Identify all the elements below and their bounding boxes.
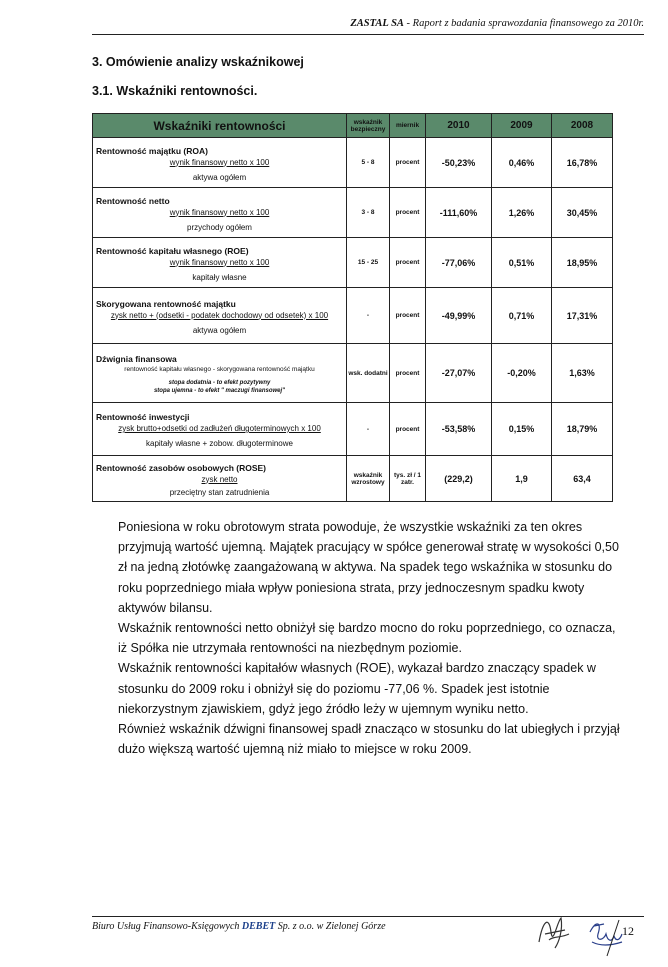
section-heading-3-1: 3.1. Wskaźniki rentowności. [92, 84, 258, 98]
indicator-formula [93, 208, 346, 232]
formula-numerator: zysk netto [201, 474, 238, 484]
safe-value: 3 - 8 [347, 188, 390, 238]
formula-note-negative: stopa ujemna - to efekt " maczugi finansowej" [153, 387, 286, 394]
paragraph: Wskaźnik rentowności kapitałów własnych (ROE), wykazał bardzo znaczący spadek w stosunku do 2009 roku i obniżył się do poziomu -77,06 %. Spadek jest istotnie niekorzystnym zjawiskiem, gdyż jego źródło leży w ujemnym wyniku netto. [118, 661, 596, 716]
value-2009: 1,26% [492, 188, 552, 238]
indicator-name: Rentowność kapitału własnego (ROE) [96, 245, 249, 256]
value-2009: -0,20% [492, 344, 552, 403]
formula-denominator: kapitały własne [192, 272, 247, 282]
formula-numerator: wynik finansowy netto x 100 [169, 207, 270, 217]
footer-brand: DEBET [241, 921, 276, 932]
indicator-name: Rentowność inwestycji [96, 412, 190, 422]
value-2008: 18,95% [552, 238, 613, 288]
measure: tys. zł / 1 zatr. [390, 456, 426, 502]
header-company: ZASTAL SA [350, 18, 404, 29]
table-row [93, 138, 613, 188]
value-2008: 1,63% [552, 344, 613, 403]
value-2010: -50,23% [426, 138, 492, 188]
indicator-formula [93, 475, 346, 497]
measure: procent [390, 344, 426, 403]
indicator-cell [93, 456, 347, 502]
indicator-formula [93, 311, 346, 335]
indicator-cell [93, 288, 347, 344]
formula-numerator: zysk brutto+odsetki od zadłużeń długoterminowych x 100 [118, 424, 321, 433]
formula-numerator: wynik finansowy netto x 100 [169, 157, 270, 167]
formula-denominator: przychody ogółem [187, 222, 252, 232]
paragraph: Również wskaźnik dźwigni finansowej spadł znacząco w stosunku do lat ubiegłych i przyjął dużo większą wartość ujemną niż miało to miejsce w roku 2009. [118, 722, 620, 757]
indicator-formula [93, 366, 346, 395]
measure: procent [390, 188, 426, 238]
table-row [93, 288, 613, 344]
signature-1-icon [535, 912, 575, 954]
measure: procent [390, 238, 426, 288]
indicator-formula [93, 258, 346, 282]
footer-company: Sp. z o.o. w Zielonej Górze [275, 921, 386, 932]
page-header [92, 18, 644, 35]
footer-office: Biuro Usług Finansowo-Księgowych [92, 921, 242, 932]
indicator-name: Skorygowana rentowność majątku [96, 298, 236, 309]
safe-value: 15 - 25 [347, 238, 390, 288]
value-2010: -53,58% [426, 403, 492, 456]
indicator-cell [93, 403, 347, 456]
value-2010: -27,07% [426, 344, 492, 403]
indicator-name: Rentowność netto [96, 195, 170, 206]
section-heading-3: 3. Omówienie analizy wskaźnikowej [92, 55, 304, 69]
indicator-cell [93, 188, 347, 238]
page-number: 12 [622, 924, 634, 938]
safe-value: - [347, 403, 390, 456]
formula-numerator: wynik finansowy netto x 100 [169, 257, 270, 267]
indicator-cell [93, 138, 347, 188]
safe-value: wsk. dodatni [347, 344, 390, 403]
indicators-table [92, 113, 613, 502]
formula-denominator: kapitały własne + zobow. długoterminowe [146, 439, 293, 448]
formula-note-positive: stopa dodatnia - to efekt pozytywny [168, 379, 271, 386]
header-report: - Raport z badania sprawozdania finansowego za 2010r. [403, 18, 644, 29]
value-2009: 0,51% [492, 238, 552, 288]
header-2009: 2009 [492, 114, 552, 138]
header-indicators: Wskaźniki rentowności [93, 114, 347, 138]
value-2008: 17,31% [552, 288, 613, 344]
page-slash-icon [605, 918, 621, 958]
value-2010: -77,06% [426, 238, 492, 288]
formula-denominator: aktywa ogółem [192, 172, 247, 182]
value-2009: 0,46% [492, 138, 552, 188]
table-row [93, 344, 613, 403]
header-safe: wskaźnik bezpieczny [347, 114, 390, 138]
measure: procent [390, 403, 426, 456]
formula-denominator: aktywa ogółem [192, 325, 247, 335]
value-2010: -49,99% [426, 288, 492, 344]
measure: procent [390, 138, 426, 188]
safe-value: 5 - 8 [347, 138, 390, 188]
commentary [118, 517, 623, 759]
formula-numerator: zysk netto + (odsetki - podatek dochodowy od odsetek) x 100 [110, 310, 329, 320]
indicator-cell [93, 344, 347, 403]
paragraph: Poniesiona w roku obrotowym strata powoduje, że wszystkie wskaźniki za ten okres przyjmują wartość ujemną. Majątek pracujący w spółce generował stratę w wysokości 0,50 zł na jedną złotówkę zaangażowaną w aktywa. Na spadek tego wskaźnika w stosunku do roku poprzedniego miała wpływ poniesiona strata, przy jednoczesnym spadku kwoty aktywów bilansu. [118, 520, 619, 615]
indicator-formula [93, 424, 346, 448]
value-2009: 0,71% [492, 288, 552, 344]
header-2008: 2008 [552, 114, 613, 138]
indicator-name: Rentowność majątku (ROA) [96, 145, 208, 156]
safe-value: wskaźnik wzrostowy [347, 456, 390, 502]
value-2008: 16,78% [552, 138, 613, 188]
formula-numerator: rentowność kapitału własnego - skorygowana rentowność majątku [124, 365, 315, 373]
table-row [93, 403, 613, 456]
header-measure: miernik [390, 114, 426, 138]
value-2008: 30,45% [552, 188, 613, 238]
indicator-name: Rentowność zasobów osobowych (ROSE) [96, 462, 267, 473]
value-2009: 0,15% [492, 403, 552, 456]
value-2008: 18,79% [552, 403, 613, 456]
table-row [93, 456, 613, 502]
table-row [93, 188, 613, 238]
paragraph: Wskaźnik rentowności netto obniżył się bardzo mocno do roku poprzedniego, co oznacza, iż Spółka nie utrzymała rentowności na niezbędnym poziomie. [118, 621, 616, 656]
measure: procent [390, 288, 426, 344]
value-2008: 63,4 [552, 456, 613, 502]
indicator-cell [93, 238, 347, 288]
value-2010: -111,60% [426, 188, 492, 238]
header-2010: 2010 [426, 114, 492, 138]
indicator-formula [93, 158, 346, 182]
formula-denominator: przeciętny stan zatrudnienia [169, 487, 270, 497]
indicator-name: Dźwignia finansowa [96, 353, 177, 364]
value-2009: 1,9 [492, 456, 552, 502]
table-row [93, 238, 613, 288]
safe-value: - [347, 288, 390, 344]
value-2010: (229,2) [426, 456, 492, 502]
